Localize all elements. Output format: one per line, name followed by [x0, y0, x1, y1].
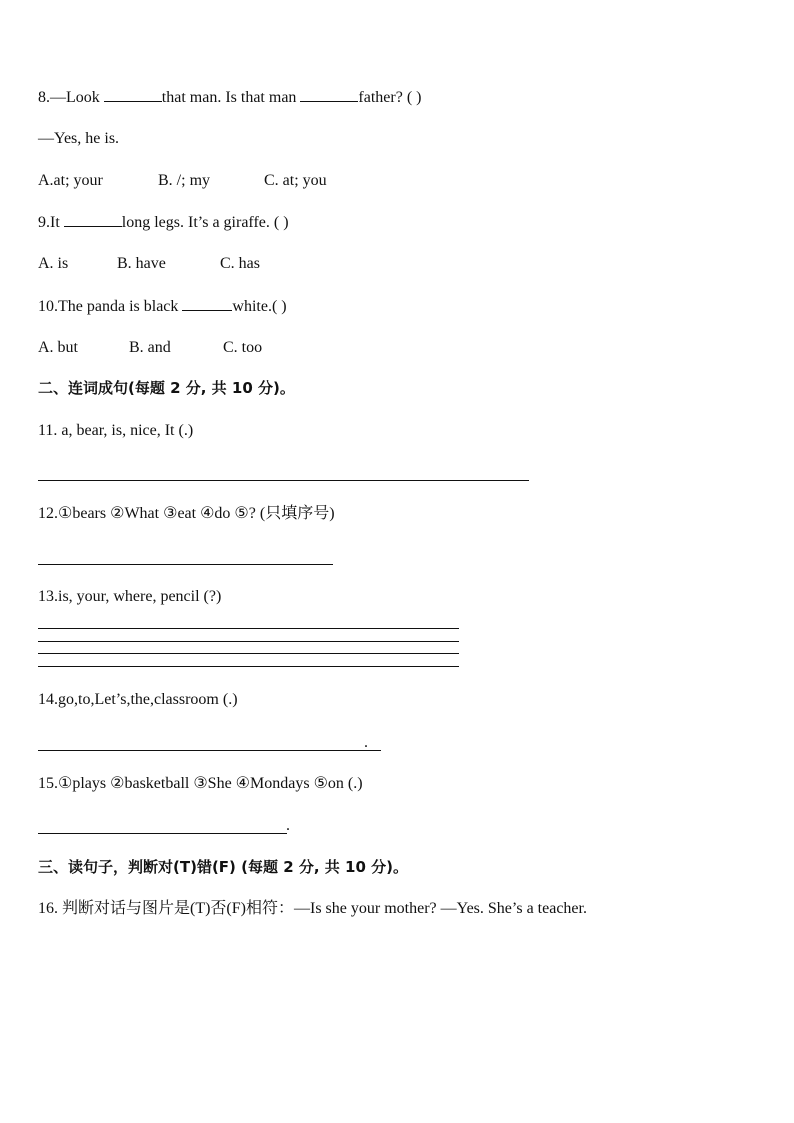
- q10-text-1: 10.The panda is black: [38, 298, 183, 315]
- section-3-heading: 三、读句子，判断对(T)错(F) (每题 2 分, 共 10 分)。: [38, 858, 408, 876]
- q10-option-a[interactable]: A. but: [38, 339, 78, 356]
- q15-period: .: [286, 817, 290, 834]
- q9-text-2: long legs. It’s a giraffe. ( ): [121, 214, 289, 231]
- question-16: 16. 判断对话与图片是(T)否(F)相符：—Is she your mother? —Yes. She’s a teacher.: [38, 900, 587, 917]
- q8-option-c[interactable]: C. at; you: [264, 172, 327, 189]
- q10-blank[interactable]: [182, 296, 232, 311]
- q8-blank-1[interactable]: [104, 87, 162, 102]
- q8-options: [38, 171, 327, 191]
- question-9: [38, 212, 289, 233]
- q11-answer-line[interactable]: [38, 480, 529, 481]
- q9-blank[interactable]: [64, 212, 122, 227]
- q9-option-c[interactable]: C. has: [220, 255, 260, 272]
- q8-option-a[interactable]: A.at; your: [38, 172, 103, 189]
- q10-option-b[interactable]: B. and: [129, 339, 171, 356]
- question-12: 12.①bears ②What ③eat ④do ⑤? (只填序号): [38, 505, 335, 522]
- question-13: 13.is, your, where, pencil (?): [38, 588, 222, 605]
- question-15: 15.①plays ②basketball ③She ④Mondays ⑤on (.): [38, 775, 363, 792]
- q8-text-2: that man. Is that man: [161, 89, 301, 106]
- question-10: [38, 296, 287, 317]
- q12-answer-line[interactable]: [38, 564, 333, 565]
- q8-text-1: 8.—Look: [38, 89, 104, 106]
- q14-answer-line[interactable]: [38, 750, 381, 751]
- q15-answer-line[interactable]: [38, 833, 287, 834]
- question-14: 14.go,to,Let’s,the,classroom (.): [38, 691, 238, 708]
- q10-option-c[interactable]: C. too: [223, 339, 263, 356]
- q9-option-b[interactable]: B. have: [117, 255, 166, 272]
- q10-text-2: white.( ): [232, 298, 287, 315]
- question-8: [38, 87, 421, 108]
- q10-options: [38, 338, 262, 358]
- section-2-heading: 二、连词成句(每题 2 分, 共 10 分)。: [38, 379, 295, 397]
- q8-text-3: father? ( ): [358, 89, 422, 106]
- q8-option-b[interactable]: B. /; my: [158, 172, 211, 189]
- q13-answer-line-1[interactable]: [38, 628, 459, 629]
- q14-period: .: [364, 734, 368, 751]
- q9-text-1: 9.It: [38, 214, 64, 231]
- q8-reply: —Yes, he is.: [38, 130, 120, 147]
- q9-options: [38, 254, 260, 274]
- question-11: 11. a, bear, is, nice, It (.): [38, 422, 194, 439]
- q9-option-a[interactable]: A. is: [38, 255, 69, 272]
- q13-answer-line-3[interactable]: [38, 653, 459, 654]
- q8-blank-2[interactable]: [300, 87, 358, 102]
- q13-answer-line-2[interactable]: [38, 641, 459, 642]
- q13-answer-line-4[interactable]: [38, 666, 459, 667]
